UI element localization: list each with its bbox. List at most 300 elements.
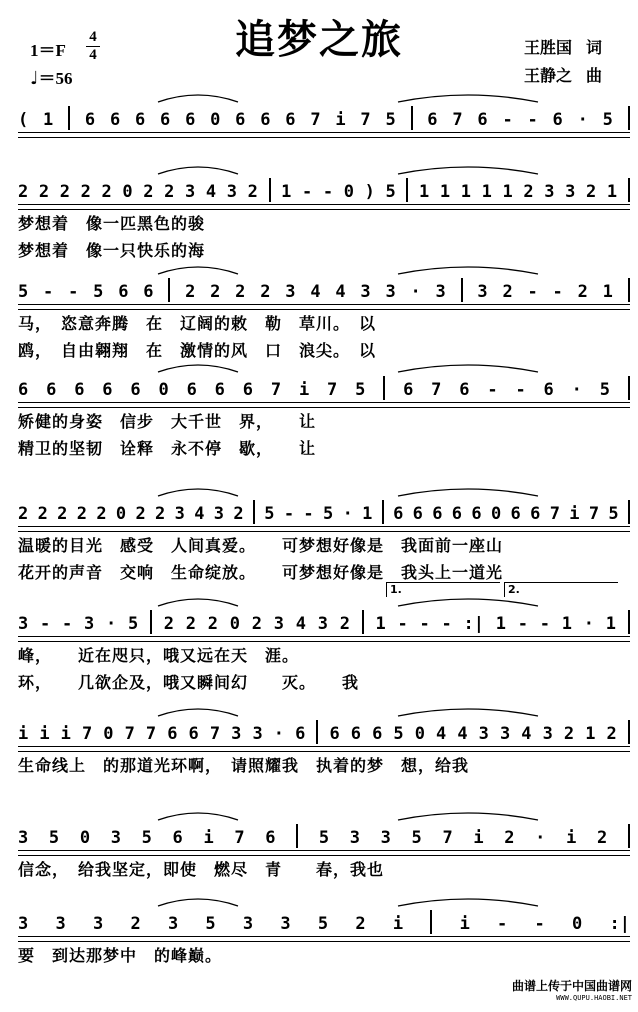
note: 2: [502, 282, 513, 302]
note: 6: [214, 380, 225, 400]
lyric-verse-1: 马， 恣意奔腾 在 辽阔的敕 勒 草川。 以: [18, 314, 377, 333]
note: :|: [463, 614, 484, 634]
note: 2: [504, 828, 515, 848]
note: 5: [128, 614, 139, 634]
note: 3: [273, 614, 284, 634]
note: 3: [55, 914, 66, 934]
note: 3: [167, 914, 179, 934]
note: 5: [355, 380, 366, 400]
note: 2: [606, 724, 617, 744]
slur-arc: [158, 709, 238, 716]
note: -: [302, 182, 313, 202]
barline: [628, 500, 630, 524]
note: :|: [609, 914, 630, 934]
note: 1: [495, 614, 506, 634]
note: 6: [172, 828, 183, 848]
note: 3: [231, 724, 242, 744]
barline: [68, 106, 70, 130]
slur-arc: [398, 489, 538, 496]
slur-marks: [18, 360, 630, 374]
note: i: [203, 828, 214, 848]
note: 4: [194, 504, 205, 524]
note: ·: [583, 614, 594, 634]
note: i: [392, 914, 404, 934]
barline: [382, 500, 384, 524]
note: 5: [385, 182, 396, 202]
lyric-verse-1: 信念， 给我坚定，即使 燃尽 青 春，我也: [18, 860, 385, 879]
notes-row: [18, 818, 630, 848]
quarter-note-icon: ♩: [30, 68, 39, 89]
note: 1: [439, 182, 451, 202]
score-line: [18, 272, 630, 364]
note: 0: [210, 110, 221, 130]
note: 1: [481, 182, 492, 202]
slur-arc: [398, 813, 538, 820]
note: 6: [510, 504, 521, 524]
slur-arc: [398, 709, 538, 716]
note: 6: [372, 724, 383, 744]
composer: 王静之 曲: [524, 66, 603, 85]
beam-underline: [18, 636, 630, 642]
note: 0: [103, 724, 114, 744]
note: -: [40, 614, 51, 634]
note: 1: [561, 614, 572, 634]
score-line: [18, 370, 630, 462]
note: 7: [124, 724, 135, 744]
note: 2: [38, 182, 50, 202]
note: -: [62, 614, 73, 634]
slur-arc: [158, 599, 238, 606]
note: 0: [158, 380, 169, 400]
meter-bottom: 4: [89, 47, 97, 63]
barline: [411, 106, 413, 130]
barline: [628, 610, 630, 634]
page-title: 追梦之旅: [235, 16, 403, 63]
note: 6: [130, 380, 141, 400]
barline: [628, 720, 630, 744]
slur-marks: [18, 704, 630, 718]
note: 6: [427, 110, 438, 130]
lyric-verse-2: 花开的声音 交响 生命绽放。 可梦想好像是 我头上一道光: [18, 563, 504, 582]
watermark-url: WWW.QUPU.HAOBI.NET: [556, 994, 632, 1002]
note: -: [441, 614, 452, 634]
note: 2: [135, 504, 146, 524]
notes-row: [18, 272, 630, 302]
note: -: [497, 914, 508, 934]
credits: [524, 34, 602, 90]
note: ·: [571, 380, 582, 400]
note: i: [473, 828, 484, 848]
note: 1: [585, 724, 596, 744]
note: -: [527, 110, 538, 130]
note: -: [515, 380, 526, 400]
note: 0: [122, 182, 133, 202]
note: 6: [530, 504, 541, 524]
note: 1: [602, 282, 613, 302]
note: 7: [442, 828, 453, 848]
time-signature: [86, 30, 100, 63]
slur-marks: [18, 90, 630, 104]
note: 7: [234, 828, 245, 848]
note: 4: [436, 724, 447, 744]
note: i: [566, 828, 577, 848]
note: 0: [79, 828, 91, 848]
note: 3: [477, 282, 488, 302]
note: 4: [457, 724, 468, 744]
note: 4: [310, 282, 321, 302]
score-line: [18, 904, 630, 969]
notes-row: [18, 172, 630, 202]
note: -: [68, 282, 79, 302]
note: 6: [188, 724, 199, 744]
key-signature: 1＝F: [30, 41, 66, 60]
note: 6: [543, 380, 554, 400]
slur-arc: [398, 95, 538, 102]
slur-arc: [158, 813, 238, 820]
note: i: [335, 110, 346, 130]
barline: [316, 720, 318, 744]
note: 2: [76, 504, 87, 524]
note: 3: [360, 282, 371, 302]
lyric-verse-1: 温暖的目光 感受 人间真爱。 可梦想好像是 我面前一座山: [18, 536, 504, 555]
note: 2: [523, 182, 534, 202]
note: 7: [360, 110, 371, 130]
note: 5: [318, 828, 330, 848]
note: 3: [18, 914, 29, 934]
note: 2: [143, 182, 154, 202]
score-line: [18, 172, 630, 264]
note: ·: [342, 504, 353, 524]
note: 5: [205, 914, 216, 934]
note: 6: [160, 110, 171, 130]
score-line: [18, 494, 630, 586]
note: 2: [233, 504, 244, 524]
lyric-verse-1: 要 到达那梦中 的峰巅。: [18, 946, 223, 965]
note: 6: [412, 504, 423, 524]
note: 3: [349, 828, 360, 848]
note: -: [303, 504, 314, 524]
lyric-verse-1: 峰， 近在咫只，哦又远在天 涯。: [18, 646, 300, 665]
note: 6: [118, 282, 129, 302]
lyric-verse-1: 生命线上 的那道光环啊， 请照耀我 执着的梦 想，给我: [18, 756, 470, 775]
barline: [628, 106, 630, 130]
note: 1: [605, 614, 616, 634]
note: -: [419, 614, 430, 634]
note: 4: [205, 182, 217, 202]
note: 6: [285, 110, 296, 130]
note: -: [534, 914, 545, 934]
note: 3: [18, 828, 29, 848]
barline: [628, 278, 630, 302]
barline: [253, 500, 255, 524]
note: 5: [93, 282, 104, 302]
slur-arc: [158, 489, 238, 496]
note: 2: [185, 614, 196, 634]
beam-underline: [18, 204, 630, 210]
notes-row: [18, 714, 630, 744]
note: 6: [167, 724, 178, 744]
barline: [628, 178, 630, 202]
note: 6: [186, 380, 197, 400]
note: 5: [141, 828, 152, 848]
note: 2: [57, 504, 68, 524]
slur-arc: [398, 899, 538, 906]
barline: [362, 610, 364, 634]
note: 2: [164, 182, 175, 202]
slur-marks: [18, 484, 630, 498]
note: 6: [74, 380, 85, 400]
note: 2: [260, 282, 271, 302]
note: 3: [542, 724, 553, 744]
volta-bracket: 2.: [504, 582, 618, 597]
barline: [406, 178, 408, 202]
beam-underline: [18, 746, 630, 752]
note: ·: [577, 110, 588, 130]
note: 6: [329, 724, 340, 744]
note: 5: [411, 828, 422, 848]
lyric-verse-2: 梦想着 像一只快乐的海: [18, 241, 206, 260]
note: 1: [362, 504, 373, 524]
barline: [150, 610, 152, 634]
barline: [296, 824, 298, 848]
note: 4: [295, 614, 306, 634]
note: 3: [18, 614, 29, 634]
barline: [168, 278, 170, 302]
note: 6: [134, 110, 146, 130]
note: 6: [295, 724, 306, 744]
note: -: [283, 504, 295, 524]
site-watermark: [512, 977, 632, 1002]
note: 6: [477, 110, 488, 130]
note: 6: [459, 380, 470, 400]
slur-marks: [18, 894, 630, 908]
lyric-verse-1: 矫健的身姿 信步 大千世 界， 让: [18, 412, 317, 431]
note: 5: [317, 914, 329, 934]
note: 3: [226, 182, 237, 202]
watermark-text: 曲谱上传于中国曲谱网: [511, 979, 632, 993]
tempo-marking: [30, 64, 73, 89]
note: 1: [502, 182, 513, 202]
note: ·: [106, 614, 117, 634]
note: 3: [92, 914, 104, 934]
note: i: [298, 380, 310, 400]
note: 1: [606, 182, 618, 202]
lyric-verse-1: 梦想着 像一匹黑色的骏: [18, 214, 206, 233]
note: 3: [565, 182, 576, 202]
note: 7: [588, 504, 600, 524]
note: 2: [355, 914, 366, 934]
note: -: [43, 282, 54, 302]
note: 0: [414, 724, 425, 744]
barline: [269, 178, 271, 202]
note: i: [18, 724, 29, 744]
slur-arc: [158, 267, 238, 274]
notes-row: [18, 370, 630, 400]
note: 3: [185, 182, 196, 202]
beam-underline: [18, 526, 630, 532]
note: 4: [335, 282, 346, 302]
note: 5: [608, 504, 619, 524]
note: 2: [577, 282, 588, 302]
note: 3: [499, 724, 511, 744]
note: 7: [549, 504, 560, 524]
notes-row: [18, 904, 630, 934]
score-line: [18, 100, 630, 138]
note: 2: [185, 282, 196, 302]
note: -: [527, 282, 538, 302]
note: 2: [101, 182, 112, 202]
note: 2: [18, 504, 29, 524]
note: 2: [251, 614, 262, 634]
note: ·: [410, 282, 421, 302]
note: 6: [260, 110, 271, 130]
note: 5: [18, 282, 29, 302]
note: 2: [339, 614, 350, 634]
note: 7: [270, 380, 282, 400]
lyric-verse-2: 环， 几欲企及，哦又瞬间幻 灭。 我: [18, 673, 360, 692]
note: 3: [478, 724, 489, 744]
score-line: [18, 583, 630, 696]
note: i: [569, 504, 580, 524]
note: 2: [235, 282, 246, 302]
note: 2: [563, 724, 575, 744]
note: 2: [37, 504, 48, 524]
slur-arc: [398, 167, 538, 174]
note: 6: [235, 110, 246, 130]
note: (: [18, 110, 29, 130]
note: 6: [403, 380, 414, 400]
barline: [430, 910, 432, 934]
barline: [628, 376, 630, 400]
lyric-verse-2: 精卫的坚韧 诠释 永不停 歇， 让: [18, 439, 317, 458]
note: 7: [145, 724, 157, 744]
note: 3: [385, 282, 396, 302]
tempo-value: ＝56: [38, 69, 73, 88]
note: 2: [247, 182, 258, 202]
note: 2: [207, 614, 218, 634]
note: 6: [242, 380, 253, 400]
note: i: [39, 724, 50, 744]
score-line: [18, 714, 630, 779]
note: 6: [109, 110, 121, 130]
note: 3: [280, 914, 291, 934]
slur-arc: [158, 167, 238, 174]
beam-underline: [18, 402, 630, 408]
note: 7: [431, 380, 442, 400]
note: 6: [102, 380, 113, 400]
note: 2: [163, 614, 174, 634]
note: 7: [209, 724, 221, 744]
note: ): [364, 182, 375, 202]
note: 6: [471, 504, 482, 524]
note: 3: [242, 914, 254, 934]
note: 6: [143, 282, 154, 302]
slur-arc: [158, 95, 238, 102]
note: 2: [18, 182, 29, 202]
note: 7: [452, 110, 463, 130]
slur-marks: [18, 262, 630, 276]
note: 5: [602, 110, 613, 130]
note: 3: [435, 282, 446, 302]
note: 3: [213, 504, 225, 524]
note: 5: [323, 504, 334, 524]
note: -: [517, 614, 528, 634]
meter-top: 4: [89, 29, 97, 45]
note: 3: [84, 614, 95, 634]
note: 6: [18, 380, 29, 400]
note: -: [502, 110, 513, 130]
note: 3: [252, 724, 263, 744]
note: 7: [327, 380, 338, 400]
notes-row: [18, 494, 630, 524]
note: 3: [110, 828, 121, 848]
barline: [461, 278, 463, 302]
note: 3: [285, 282, 296, 302]
note: 5: [385, 110, 396, 130]
slur-arc: [158, 899, 238, 906]
note: 6: [393, 504, 404, 524]
note: 6: [185, 110, 196, 130]
note: 2: [586, 182, 597, 202]
note: 2: [130, 914, 141, 934]
note: 0: [572, 914, 583, 934]
note: 2: [210, 282, 221, 302]
note: 5: [393, 724, 404, 744]
note: 1: [419, 182, 430, 202]
note: 0: [343, 182, 354, 202]
slur-arc: [158, 365, 238, 372]
note: 1: [375, 614, 386, 634]
notes-row: [18, 604, 630, 634]
note: 7: [81, 724, 93, 744]
note: -: [397, 614, 408, 634]
beam-underline: [18, 132, 630, 138]
slur-marks: [18, 162, 630, 176]
note: -: [539, 614, 550, 634]
note: ·: [273, 724, 284, 744]
note: 0: [115, 504, 127, 524]
note: 2: [596, 828, 608, 848]
note: ·: [535, 828, 546, 848]
notes-row: [18, 100, 630, 130]
note: 6: [265, 828, 276, 848]
note: 3: [380, 828, 391, 848]
volta-bracket: 1.: [386, 582, 500, 597]
note: 7: [310, 110, 321, 130]
note: 6: [46, 380, 57, 400]
beam-underline: [18, 850, 630, 856]
note: 1: [281, 182, 292, 202]
slur-marks: [18, 808, 630, 822]
note: 1: [460, 182, 471, 202]
note: 2: [80, 182, 91, 202]
note: 2: [59, 182, 70, 202]
note: -: [487, 380, 498, 400]
slur-arc: [398, 365, 538, 372]
note: -: [322, 182, 334, 202]
note: 6: [552, 110, 563, 130]
barline: [628, 824, 630, 848]
note: 5: [48, 828, 60, 848]
beam-underline: [18, 304, 630, 310]
slur-arc: [398, 267, 538, 274]
note: 3: [317, 614, 328, 634]
lyric-verse-2: 鸥， 自由翱翔 在 激情的风 口 浪尖。 以: [18, 341, 377, 360]
note: 1: [43, 110, 54, 130]
lyricist: 王胜国 词: [524, 38, 603, 57]
note: -: [552, 282, 563, 302]
note: 6: [350, 724, 361, 744]
